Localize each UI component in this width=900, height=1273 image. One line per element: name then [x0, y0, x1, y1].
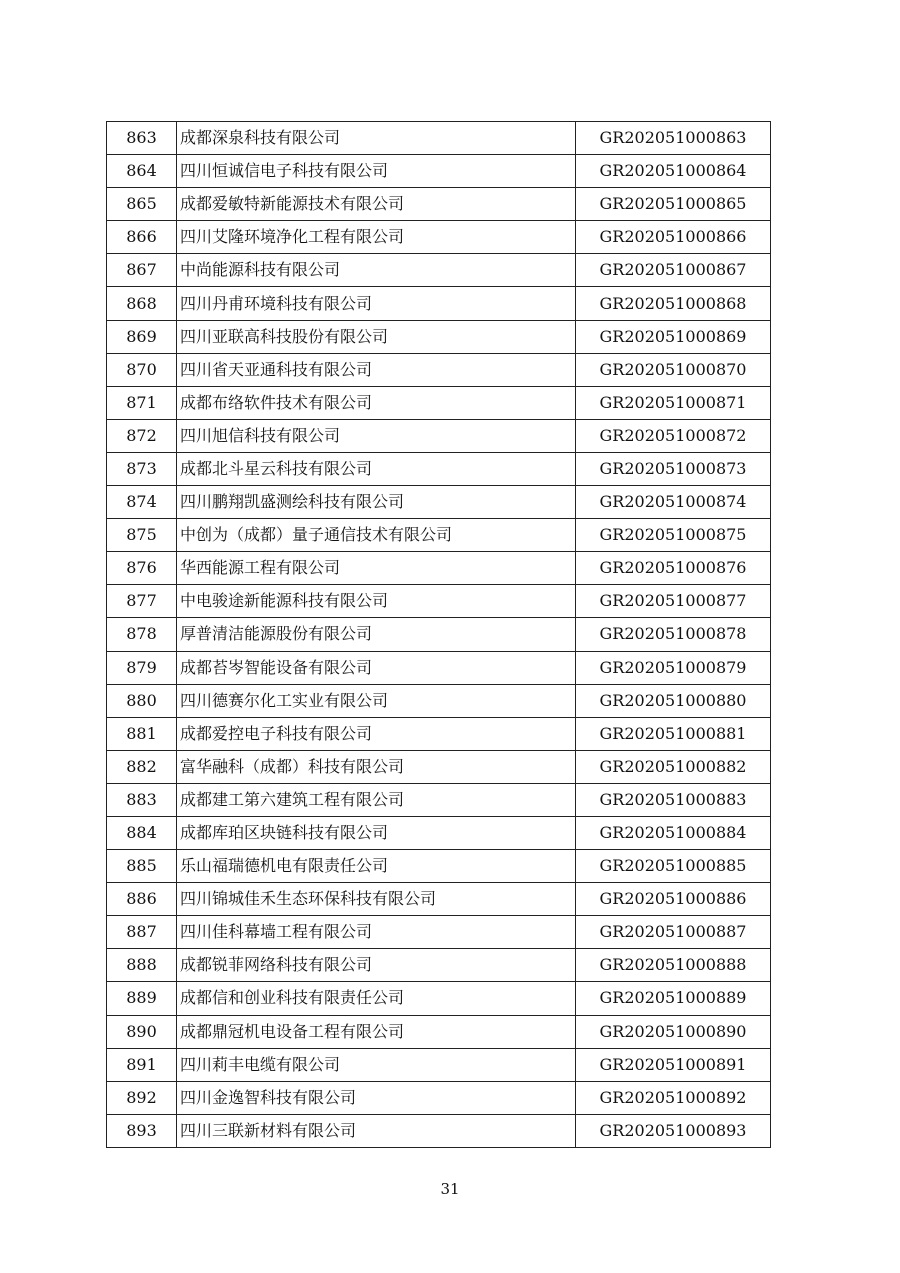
table-row [107, 783, 771, 816]
certificate-number-cell: GR202051000872 [576, 419, 771, 452]
row-number-cell: 869 [107, 320, 177, 353]
table-row [107, 353, 771, 386]
company-name-cell: 成都北斗星云科技有限公司 [177, 452, 576, 485]
table-row [107, 486, 771, 519]
company-name-cell: 成都信和创业科技有限责任公司 [177, 982, 576, 1015]
row-number-cell: 883 [107, 783, 177, 816]
company-name-cell: 成都布络软件技术有限公司 [177, 386, 576, 419]
row-number-cell: 887 [107, 916, 177, 949]
table-row [107, 386, 771, 419]
company-registry-table [106, 121, 771, 1148]
certificate-number-cell: GR202051000871 [576, 386, 771, 419]
table-row [107, 419, 771, 452]
row-number-cell: 872 [107, 419, 177, 452]
company-name-cell: 成都爱敏特新能源技术有限公司 [177, 188, 576, 221]
row-number-cell: 865 [107, 188, 177, 221]
company-name-cell: 四川莉丰电缆有限公司 [177, 1048, 576, 1081]
row-number-cell: 889 [107, 982, 177, 1015]
row-number-cell: 893 [107, 1114, 177, 1147]
company-name-cell: 四川鹏翔凯盛测绘科技有限公司 [177, 486, 576, 519]
row-number-cell: 873 [107, 452, 177, 485]
row-number-cell: 878 [107, 618, 177, 651]
company-name-cell: 四川省天亚通科技有限公司 [177, 353, 576, 386]
company-name-cell: 成都深泉科技有限公司 [177, 122, 576, 155]
row-number-cell: 891 [107, 1048, 177, 1081]
row-number-cell: 890 [107, 1015, 177, 1048]
row-number-cell: 884 [107, 816, 177, 849]
table-row [107, 188, 771, 221]
certificate-number-cell: GR202051000882 [576, 750, 771, 783]
certificate-number-cell: GR202051000868 [576, 287, 771, 320]
table-row [107, 850, 771, 883]
company-name-cell: 四川亚联高科技股份有限公司 [177, 320, 576, 353]
table-row [107, 916, 771, 949]
row-number-cell: 871 [107, 386, 177, 419]
company-name-cell: 四川旭信科技有限公司 [177, 419, 576, 452]
company-name-cell: 华西能源工程有限公司 [177, 552, 576, 585]
company-name-cell: 成都鼎冠机电设备工程有限公司 [177, 1015, 576, 1048]
certificate-number-cell: GR202051000866 [576, 221, 771, 254]
page-number: 31 [440, 1180, 460, 1198]
table-row [107, 452, 771, 485]
certificate-number-cell: GR202051000888 [576, 949, 771, 982]
certificate-number-cell: GR202051000883 [576, 783, 771, 816]
certificate-number-cell: GR202051000870 [576, 353, 771, 386]
registry-table-body [107, 122, 771, 1148]
certificate-number-cell: GR202051000873 [576, 452, 771, 485]
row-number-cell: 867 [107, 254, 177, 287]
table-row [107, 684, 771, 717]
row-number-cell: 877 [107, 585, 177, 618]
certificate-number-cell: GR202051000890 [576, 1015, 771, 1048]
row-number-cell: 868 [107, 287, 177, 320]
company-name-cell: 四川佳科幕墙工程有限公司 [177, 916, 576, 949]
certificate-number-cell: GR202051000887 [576, 916, 771, 949]
table-row [107, 816, 771, 849]
company-name-cell: 成都锐菲网络科技有限公司 [177, 949, 576, 982]
row-number-cell: 881 [107, 717, 177, 750]
company-name-cell: 成都建工第六建筑工程有限公司 [177, 783, 576, 816]
row-number-cell: 882 [107, 750, 177, 783]
certificate-number-cell: GR202051000884 [576, 816, 771, 849]
company-name-cell: 中尚能源科技有限公司 [177, 254, 576, 287]
certificate-number-cell: GR202051000877 [576, 585, 771, 618]
company-name-cell: 四川艾隆环境净化工程有限公司 [177, 221, 576, 254]
table-row [107, 221, 771, 254]
certificate-number-cell: GR202051000876 [576, 552, 771, 585]
table-row [107, 585, 771, 618]
certificate-number-cell: GR202051000878 [576, 618, 771, 651]
certificate-number-cell: GR202051000869 [576, 320, 771, 353]
row-number-cell: 892 [107, 1081, 177, 1114]
table-row [107, 155, 771, 188]
company-name-cell: 四川丹甫环境科技有限公司 [177, 287, 576, 320]
company-name-cell: 四川锦城佳禾生态环保科技有限公司 [177, 883, 576, 916]
company-name-cell: 四川德赛尔化工实业有限公司 [177, 684, 576, 717]
row-number-cell: 879 [107, 651, 177, 684]
certificate-number-cell: GR202051000886 [576, 883, 771, 916]
row-number-cell: 888 [107, 949, 177, 982]
table-row [107, 287, 771, 320]
row-number-cell: 885 [107, 850, 177, 883]
table-row [107, 982, 771, 1015]
certificate-number-cell: GR202051000889 [576, 982, 771, 1015]
certificate-number-cell: GR202051000891 [576, 1048, 771, 1081]
company-name-cell: 成都爱控电子科技有限公司 [177, 717, 576, 750]
table-row [107, 1114, 771, 1147]
table-row [107, 1081, 771, 1114]
company-name-cell: 四川恒诚信电子科技有限公司 [177, 155, 576, 188]
row-number-cell: 863 [107, 122, 177, 155]
certificate-number-cell: GR202051000893 [576, 1114, 771, 1147]
company-name-cell: 富华融科（成都）科技有限公司 [177, 750, 576, 783]
table-row [107, 519, 771, 552]
row-number-cell: 875 [107, 519, 177, 552]
row-number-cell: 866 [107, 221, 177, 254]
row-number-cell: 864 [107, 155, 177, 188]
certificate-number-cell: GR202051000875 [576, 519, 771, 552]
certificate-number-cell: GR202051000863 [576, 122, 771, 155]
certificate-number-cell: GR202051000864 [576, 155, 771, 188]
row-number-cell: 880 [107, 684, 177, 717]
row-number-cell: 886 [107, 883, 177, 916]
company-name-cell: 四川三联新材料有限公司 [177, 1114, 576, 1147]
table-row [107, 254, 771, 287]
certificate-number-cell: GR202051000885 [576, 850, 771, 883]
certificate-number-cell: GR202051000892 [576, 1081, 771, 1114]
certificate-number-cell: GR202051000880 [576, 684, 771, 717]
certificate-number-cell: GR202051000874 [576, 486, 771, 519]
table-row [107, 552, 771, 585]
row-number-cell: 870 [107, 353, 177, 386]
company-name-cell: 四川金逸智科技有限公司 [177, 1081, 576, 1114]
row-number-cell: 876 [107, 552, 177, 585]
table-row [107, 1015, 771, 1048]
certificate-number-cell: GR202051000865 [576, 188, 771, 221]
table-row [107, 883, 771, 916]
certificate-number-cell: GR202051000867 [576, 254, 771, 287]
table-row [107, 949, 771, 982]
company-name-cell: 乐山福瑞德机电有限责任公司 [177, 850, 576, 883]
table-row [107, 122, 771, 155]
table-row [107, 750, 771, 783]
certificate-number-cell: GR202051000881 [576, 717, 771, 750]
table-row [107, 618, 771, 651]
row-number-cell: 874 [107, 486, 177, 519]
company-name-cell: 中电骏途新能源科技有限公司 [177, 585, 576, 618]
table-row [107, 717, 771, 750]
company-name-cell: 成都苔岑智能设备有限公司 [177, 651, 576, 684]
table-row [107, 1048, 771, 1081]
company-name-cell: 厚普清洁能源股份有限公司 [177, 618, 576, 651]
table-row [107, 651, 771, 684]
company-name-cell: 中创为（成都）量子通信技术有限公司 [177, 519, 576, 552]
table-row [107, 320, 771, 353]
company-name-cell: 成都库珀区块链科技有限公司 [177, 816, 576, 849]
certificate-number-cell: GR202051000879 [576, 651, 771, 684]
